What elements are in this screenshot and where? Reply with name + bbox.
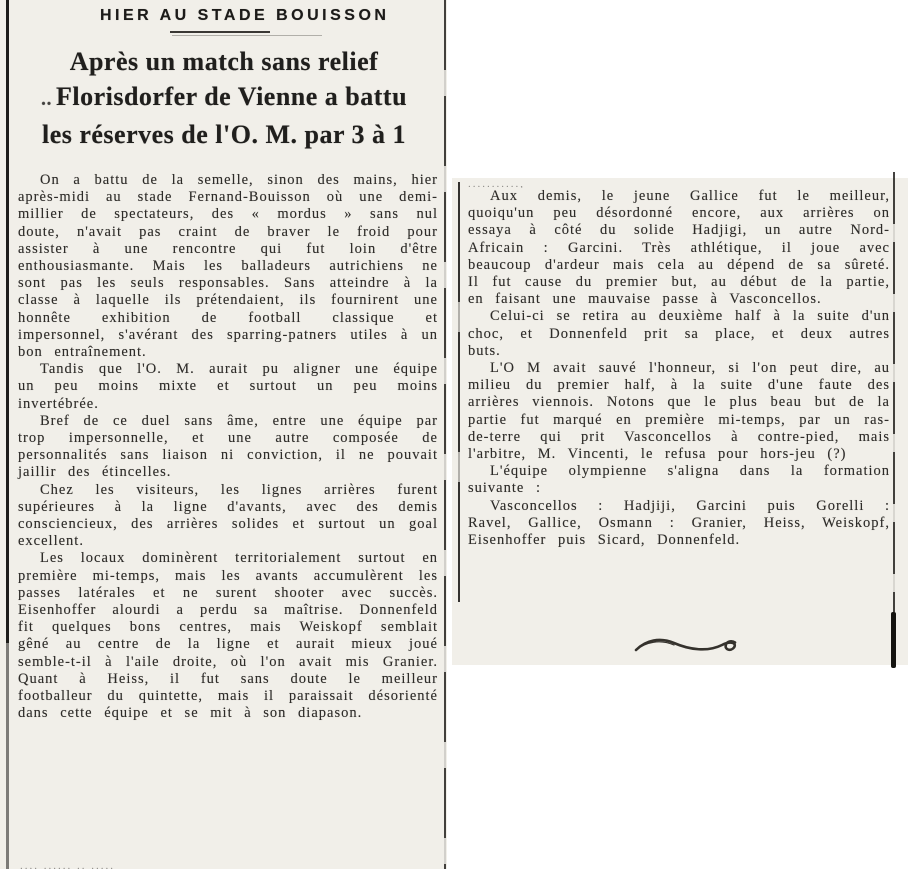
paragraph: L'équipe olympienne s'aligna dans la formation suivante : (468, 463, 890, 497)
paragraph: Les locaux dominèrent territorialement surtout en première mi-temps, mais les avants accumulèrent les passes latérales et ne surent shooter avec succès. Eisenhoffer alourdi a perdu sa maîtrise. Donnenfeld fit quelques bons centres, mais Weiskopf semblait gêné au centre de la ligne et aurait mieux joué semble-t-il à l'aile droite, où l'on avait mis Granier. Quant à Heiss, il fut sans doute le meilleur footballeur du quintette, mais il paraissait désorienté dans cette équipe et se mit à son diapason. (18, 550, 438, 722)
headline-line-3: les réserves de l'O. M. par 3 à 1 (41, 120, 407, 149)
end-of-article-flourish-icon (630, 630, 750, 660)
column-rule-right-block-right (893, 172, 895, 612)
column-rule-center (444, 0, 446, 869)
paragraph: Bref de ce duel sans âme, entre une équipe par trop impersonnelle, et une autre composée de personnalités sans liaison ni conviction, il ne pouvait jaillir des étincelles. (18, 412, 438, 481)
column-rule-right-thick-segment (891, 612, 896, 668)
kicker-headline: HIER AU STADE BOUISSON (100, 7, 390, 24)
paragraph: L'O M avait sauvé l'honneur, si l'on peut dire, au milieu du premier half, à la suite d'une faute des arrières viennois. Notons que le plus beau but de la partie fut marqué en première mi-temps, par un ras-de-terre qui prit Vasconcellos à contre-pied, mais l'arbitre, M. Vincenti, le refusa pour hors-jeu (?) (468, 360, 890, 463)
paragraph: Aux demis, le jeune Gallice fut le meilleur, quoiqu'un peu désordonné encore, aux arrières on essaya à côté du solide Hadjigi, un autre Nord-Africain : Garcini. Très athlétique, il joue avec beaucoup d'ardeur mais cela au dépend de sa sûreté. Il fut cause du premier but, au début de la partie, en faisant une mauvaise passe à Vasconcellos. (468, 188, 890, 308)
paragraph: Celui-ci se retira au deuxième half à la suite d'un choc, et Donnenfeld prit sa place, et deux autres buts. (468, 308, 890, 359)
paragraph: Tandis que l'O. M. aurait pu aligner une équipe un peu moins mixte et surtout un peu moins invertébrée. (18, 361, 438, 412)
kicker-underline (170, 31, 270, 33)
headline-line-2 (12, 79, 436, 117)
paragraph: On a battu de la semelle, sinon des mains, hier après-midi au stade Fernand-Bouisson où une demi-millier de spectateurs, des « mordus » sans nul doute, n'avait pas craint de braver le froid pour assister à une rencontre qui fut loin d'être enthousiasmante. Mais les balladeurs autrichiens ne sont pas les seuls responsables. Sans atteindre à la classe à laquelle ils prétendaient, ils fournirent une honnête exhibition de football classique et impersonnel, s'avérant des sparring-patners utiles à un bon entraînement. (18, 172, 438, 361)
left-article-column (0, 0, 447, 869)
headline-line-2-cropped-prefix: .. (40, 88, 52, 110)
right-column-body (468, 180, 890, 549)
paragraph: Vasconcellos : Hadjiji, Garcini puis Gorelli : Ravel, Gallice, Osmann : Granier, Heiss, Weiskopf, Eisenhoffer puis Sicard, Donnenfeld. (468, 497, 890, 549)
kicker-underline-faint (172, 35, 322, 36)
right-article-column (452, 178, 908, 665)
left-column-body (18, 172, 438, 723)
headline-line-1: Après un match sans relief (69, 47, 379, 76)
headline-line-2-text: Florisdorfer de Vienne a battu (55, 82, 408, 111)
column-rule-left (6, 0, 9, 869)
paragraph: Chez les visiteurs, les lignes arrières furent supérieures à la ligne d'avants, avec des demis consciencieux, des arrières solides et surtout un goal excellent. (18, 481, 438, 550)
column-rule-right-block-left (458, 182, 460, 602)
cropped-line-fragment: .... ...... .. ..... (20, 862, 115, 869)
cropped-line-fragment: ..........., (468, 180, 525, 188)
article-headline (12, 44, 436, 152)
